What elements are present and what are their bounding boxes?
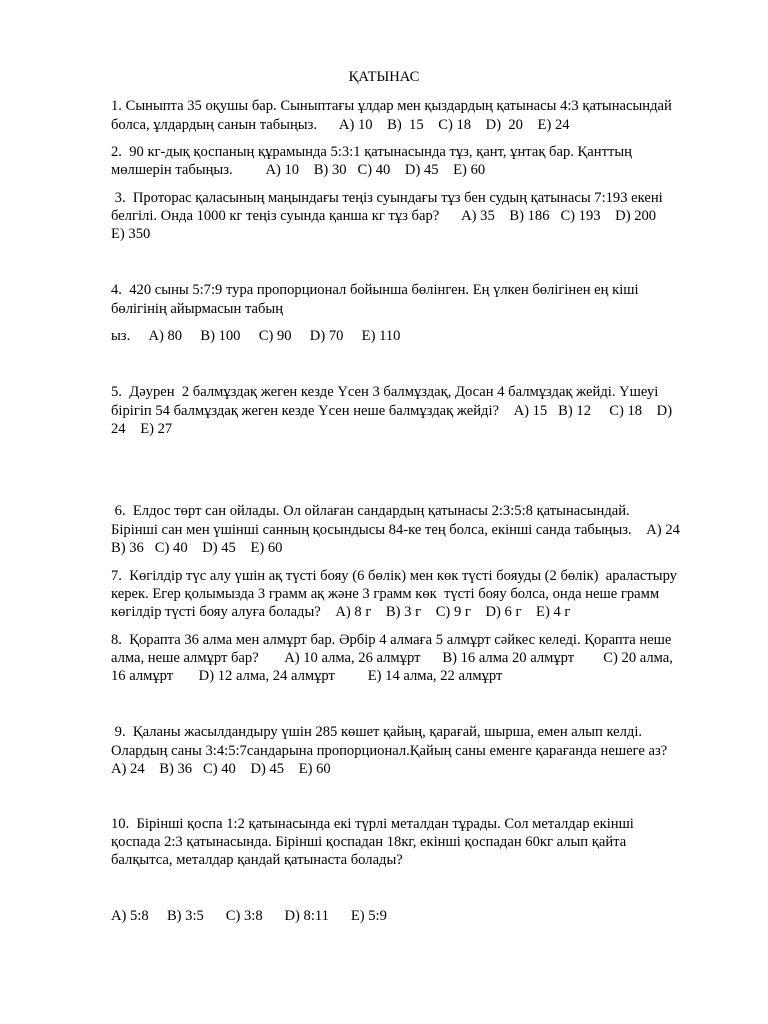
- text-line: 7. Көгілдір түс алу үшін ақ түсті бояу (6 бөлік) мен көк түсті бояуды (2 бөлік) араластыру: [111, 568, 677, 584]
- text-line: 8. Қорапта 36 алма мен алмұрт бар. Әрбір 4 алмаға 5 алмұрт сәйкес келеді. Қорапта неше: [111, 632, 672, 648]
- text-line: A) 5:8 B) 3:5 C) 3:8 D) 8:11 E) 5:9: [111, 908, 387, 924]
- text-line: балқытса, металдар қандай қатынаста болады?: [111, 852, 403, 868]
- text-line: 5. Дәурен 2 балмұздақ жеген кезде Үсен 3 балмұздақ, Досан 4 балмұздақ жейді. Үшеуі: [111, 384, 659, 400]
- text-line: белгілі. Онда 1000 кг теңіз суында қанша кг тұз бар? A) 35 B) 186 C) 193 D) 200: [111, 208, 657, 224]
- text-line: көгілдір түсті бояу алуға болады? A) 8 г B) 3 г C) 9 г D) 6 г E) 4 г: [111, 604, 571, 620]
- text-line: 3. Проторас қаласының маңындағы теңіз суындағы тұз бен судың қатынасы 7:193 екені: [111, 190, 663, 206]
- text-line: 6. Елдос төрт сан ойлады. Ол ойлаған сандардың қатынасы 2:3:5:8 қатынасындай.: [111, 503, 630, 519]
- text-line: E) 350: [111, 226, 151, 242]
- text-line: 24 E) 27: [111, 421, 173, 437]
- text-line: A) 24 B) 36 C) 40 D) 45 E) 60: [111, 761, 331, 777]
- text-line: қоспада 2:3 қатынасында. Бірінші қоспадан 18кг, екінші қоспадан 60кг алып қайта: [111, 834, 627, 850]
- text-line: B) 36 C) 40 D) 45 E) 60: [111, 540, 283, 556]
- text-line: 1. Сыныпта 35 оқушы бар. Сыныптағы ұлдар мен қыздардың қатынасы 4:3 қатынасындай: [111, 98, 672, 114]
- text-line: 4. 420 сыны 5:7:9 тура пропорционал бойынша бөлінген. Ең үлкен бөлігінен ең кіші: [111, 282, 639, 298]
- page-title: ҚАТЫНАС: [348, 69, 420, 85]
- text-line: Олардың саны 3:4:5:7сандарына пропорционал.Қайың саны еменге қарағанда нешеге аз?: [111, 743, 668, 759]
- text-line: 10. Бірінші қоспа 1:2 қатынасында екі түрлі металдан тұрады. Сол металдар екінші: [111, 816, 634, 832]
- text-line: мөлшерін табыңыз. A) 10 B) 30 C) 40 D) 45 E) 60: [111, 162, 486, 178]
- text-line: алма, неше алмұрт бар? A) 10 алма, 26 алмұрт B) 16 алма 20 алмұрт C) 20 алма,: [111, 650, 673, 666]
- text-line: ыз. A) 80 B) 100 C) 90 D) 70 E) 110: [111, 328, 401, 344]
- text-line: бірігіп 54 балмұздақ жеген кезде Үсен неше балмұздақ жейді? A) 15 B) 12 C) 18 D): [111, 403, 673, 419]
- text-line: Бірінші сан мен үшінші санның қосындысы 84-ке тең болса, екінші санда табыңыз. A) 24: [111, 522, 680, 538]
- text-line: 9. Қаланы жасылдандыру үшін 285 көшет қайың, қарағай, шырша, емен алып келді.: [111, 724, 643, 740]
- text-line: 2. 90 кг-дық қоспаның құрамында 5:3:1 қатынасында тұз, қант, ұнтақ бар. Қанттың: [111, 144, 632, 160]
- text-line: бөлігінің айырмасын табың: [111, 301, 284, 317]
- text-line: керек. Егер қолымызда 3 грамм ақ және 3 грамм көк түсті бояу болса, онда неше грамм: [111, 586, 660, 602]
- text-line: 16 алмұрт D) 12 алма, 24 алмұрт E) 14 алма, 22 алмұрт: [111, 668, 503, 684]
- text-line: болса, ұлдардың санын табыңыз. A) 10 B) 15 C) 18 D) 20 E) 24: [111, 117, 570, 133]
